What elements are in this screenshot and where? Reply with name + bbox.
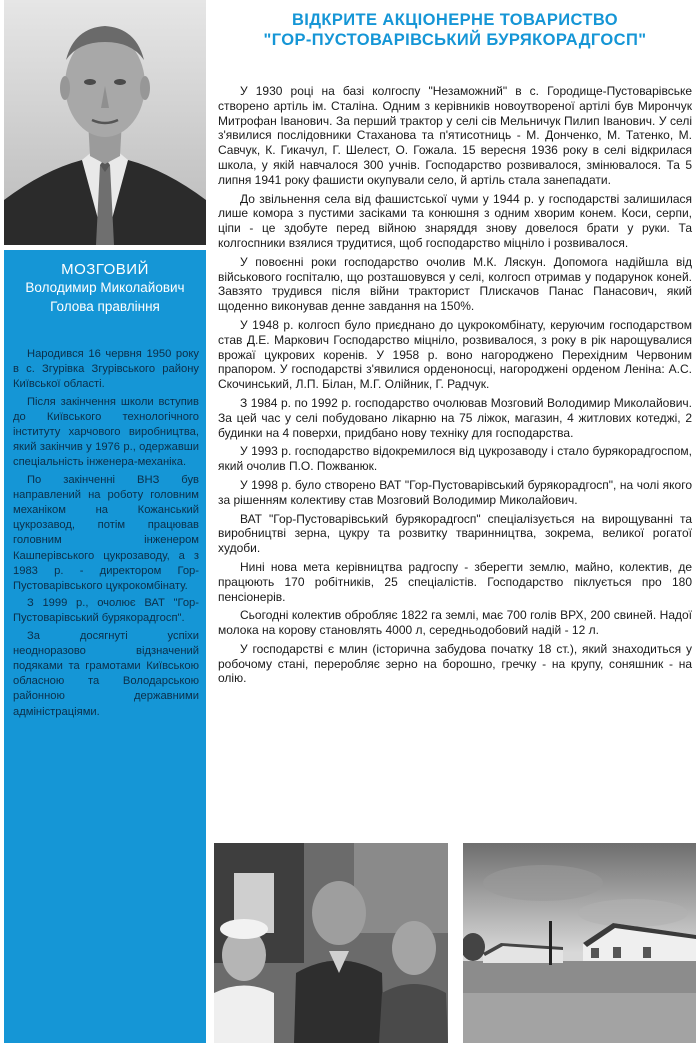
article-paragraph: З 1984 р. по 1992 р. господарство очолював Мозговий Володимир Миколайович. За цей час у селі побудовано лікарню на 75 ліжок, магазин, 4 житлових котеджі, 2 будинки на 4 поверхи, придбано нову техніку для господарства. <box>218 395 692 440</box>
bio-paragraph: Народився 16 червня 1950 року в с. Згурівка Згурівського району Київської області. <box>13 348 199 391</box>
article-paragraph: ВАТ "Гор-Пустоварівський бурякорадгосп" спеціалізується на вирощуванні та виробництві зерна, цукру та розвитку тваринництва, зокрема, великої рогатої худоби. <box>218 511 692 556</box>
workers-photo-illustration <box>214 843 448 1043</box>
bio-paragraph: По закінченні ВНЗ був направлений на роботу головним механіком на Кожанський цукрозавод, потім працював головним інженером Кашперівського цукрозаводу, а з 1983 р. - директором Гор-Пустоварівського цукрокомбінату. <box>13 473 199 593</box>
article-paragraph: У 1930 році на базі колгоспу "Незаможний" в с. Городище-Пустоварівське створено артіль ім. Сталіна. Одним з керівників новоутвореної артілі був Мирончук Митрофан Іванович. За перший трактор у селі сів Мельничук Пилип Іванович. У селі з'явилися послідовники Стаханова та п'ятисотниць - М. Донченко, М. Татенко, М. Савчук, К. Гикачул, Г. Шелест, О. Гожала. 15 вересня 1936 року в селі відкрилася школа, у якій навчалося 300 учнів. Господарство розвивалося, змінювалося. Та 5 липня 1941 року фашисти окупували село, й артіль стала занепадати. <box>218 84 692 187</box>
person-given-name: Володимир Миколайович <box>25 280 185 295</box>
article-paragraph: Сьогодні колектив обробляє 1822 га землі, має 700 голів ВРХ, 200 свиней. Надої молока на корову становлять 4000 л, середньодобовий надій - 12 л. <box>218 608 692 638</box>
bio-paragraph: З 1999 р., очолює ВАТ "Гор-Пустоварівський бурякорадгосп". <box>13 597 199 625</box>
farm-photo-illustration <box>463 843 696 1043</box>
article-paragraph: У повоєнні роки господарство очолив М.К. Ляскун. Допомога надійшла від військового госпіталю, що розташовувся у селі, колгосп отримав у подарунок коней. Завзято трудився після війни тракторист Плискачов Панас Панасович, який щоденно виконував денне завдання на 150%. <box>218 254 692 314</box>
portrait-illustration <box>4 0 206 245</box>
bio-panel <box>4 250 206 1043</box>
title-line-1: ВІДКРИТЕ АКЦІОНЕРНЕ ТОВАРИСТВО <box>291 11 619 29</box>
person-name-block <box>4 250 206 316</box>
article-paragraph: У 1993 р. господарство відокремилося від цукрозаводу і стало бурякорадгоспом, який очолив П.О. Пожванюк. <box>218 444 692 474</box>
article-paragraph: У 1948 р. колгосп було приєднано до цукрокомбінату, керуючим господарством став Д.Е. Маркович Господарство міцніло, розвивалося, з року в рік нарощувалися врожаї цукрових коренів. У 1958 р. воно нагороджено Перехідним Червоним прапором. У господарстві з'явилися орденоносці, нагороджені орденом Леніна: А.С. Скочинський, Л.П. Білан, М.Г. Олійник, Г. Радчук. <box>218 317 692 392</box>
photo-workers-in-mill <box>214 843 448 1043</box>
photo-farm-buildings <box>463 843 696 1043</box>
article-paragraph: У 1998 р. було створено ВАТ "Гор-Пустоварівський бурякорадгосп", на чолі якого за рішенням колективу став Мозговий Володимир Миколайович. <box>218 477 692 507</box>
left-column <box>4 0 206 1049</box>
article-body <box>218 84 692 690</box>
portrait-photo <box>4 0 206 245</box>
bio-paragraph: Після закінчення школи вступив до Київського технологічного інституту харчового виробництва, який закінчив у 1976 р., одержавши спеціальність інженера-механіка. <box>13 395 199 469</box>
article-paragraph: До звільнення села від фашистської чуми у 1944 р. у господарстві залишилася лише комора з пустими засіками та конюшня з одним хворим конем. Коси, серпи, ціпи - це здобуте перед війною знаряддя знову довелося брати у руки. Та колгоспники взялися трудитися, щоб господарство міцніло і розвивалося. <box>218 191 692 250</box>
person-surname: МОЗГОВИЙ <box>61 261 149 278</box>
bio-paragraph: За досягнуті успіхи неодноразово відзначений подяками та грамотами Київською обласною та Володарською районною державними адміністраціями. <box>13 629 199 718</box>
biography <box>13 347 199 722</box>
article-paragraph: У господарстві є млин (історична забудова початку 18 ст.), який знаходиться у робочому стані, переробляє зерно на борошно, гречку - на крупу, соняшник - на олію. <box>218 641 692 686</box>
article-paragraph: Нині нова мета керівництва радгоспу - зберегти землю, майно, колектив, де працюють 170 робітників, 25 спеціалістів. Господарство піклується про 180 пенсіонерів. <box>218 559 692 604</box>
person-role: Голова правління <box>50 299 160 314</box>
page-title <box>214 10 696 50</box>
title-line-2: "ГОР-ПУСТОВАРІВСЬКИЙ БУРЯКОРАДГОСП" <box>263 31 647 49</box>
